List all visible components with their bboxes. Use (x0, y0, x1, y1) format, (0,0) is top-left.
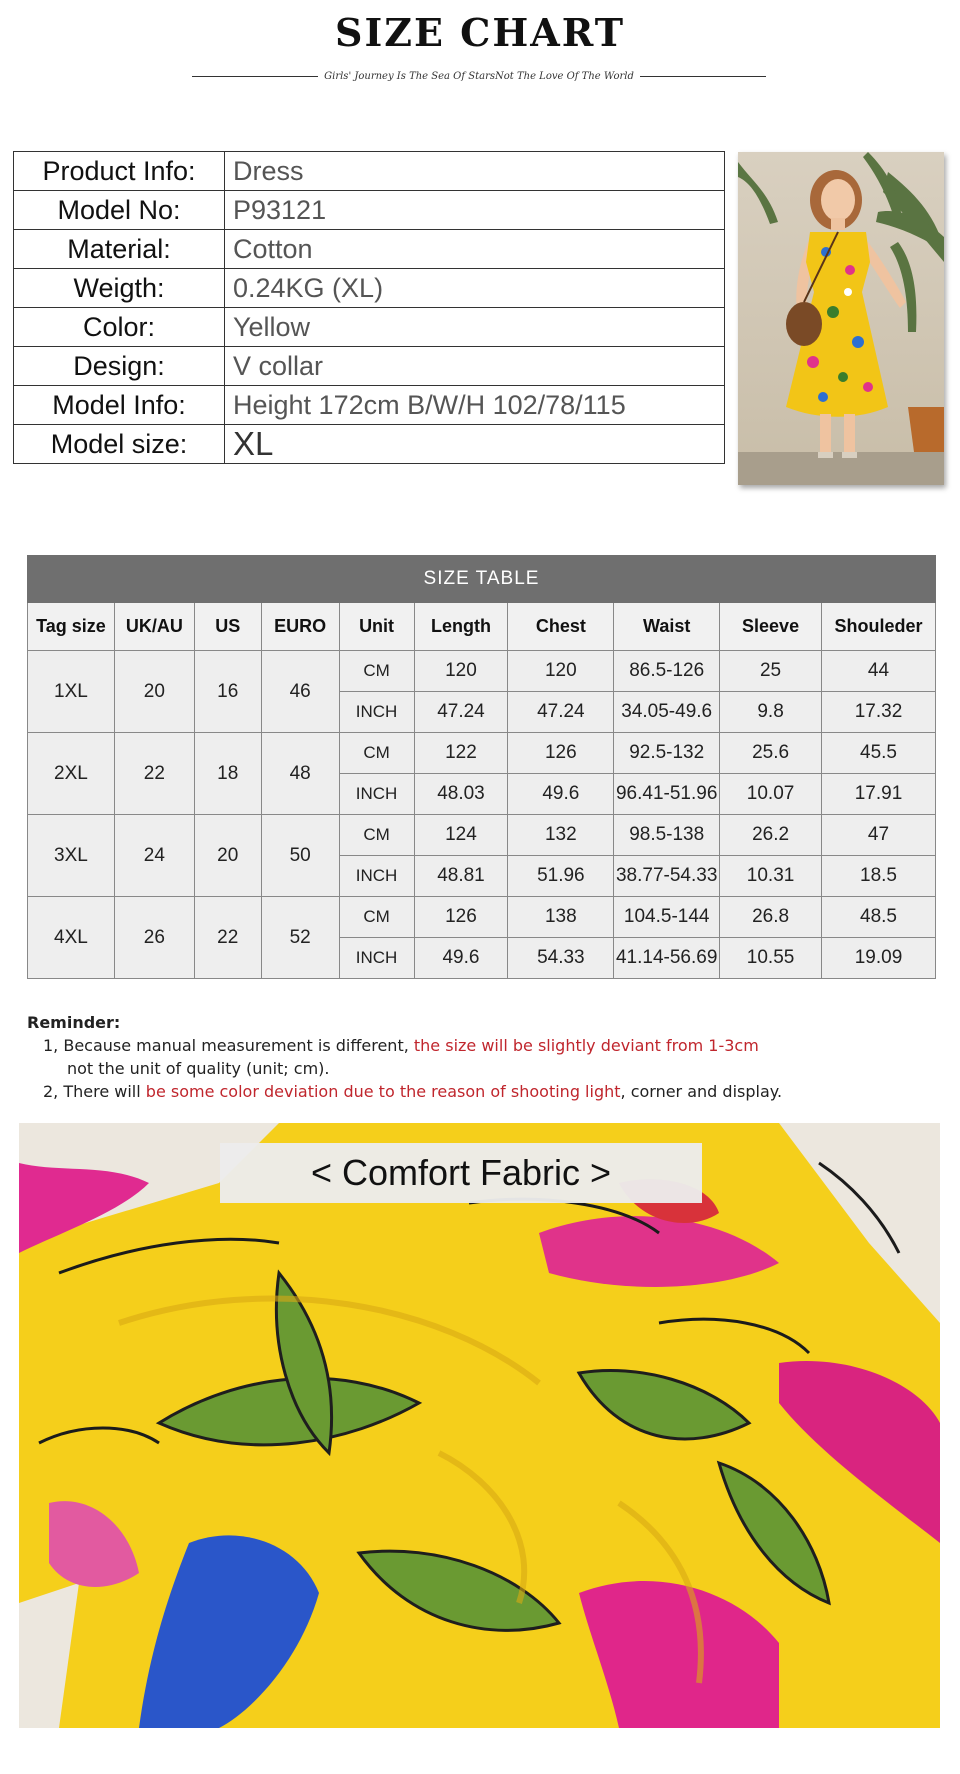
size-cell-measure: 49.6 (508, 774, 614, 815)
info-label: Color: (14, 308, 225, 347)
size-cell-unit: INCH (339, 774, 414, 815)
reminder-line-2-end: , corner and display. (620, 1082, 783, 1101)
tagline: Girls' Journey Is The Sea Of StarsNot The Love Of The World (324, 70, 634, 82)
info-value: XL (225, 425, 725, 464)
size-cell-measure: 17.91 (822, 774, 936, 815)
size-row (28, 897, 936, 938)
size-cell-unit: CM (339, 651, 414, 692)
size-cell-tag: 3XL (28, 815, 115, 897)
size-column-header: Waist (614, 603, 720, 651)
reminder-line-2-highlight: be some color deviation due to the reason of shooting light (145, 1082, 621, 1101)
size-cell-tag: 4XL (28, 897, 115, 979)
size-column-header: US (194, 603, 261, 651)
size-cell-measure: 26.8 (720, 897, 822, 938)
size-cell-measure: 10.55 (720, 938, 822, 979)
size-cell-measure: 132 (508, 815, 614, 856)
divider-line-right (640, 76, 766, 77)
size-column-header: Sleeve (720, 603, 822, 651)
info-value: V collar (225, 347, 725, 386)
size-cell-measure: 47.24 (508, 692, 614, 733)
info-value: P93121 (225, 191, 725, 230)
size-cell-measure: 48.03 (414, 774, 508, 815)
size-row (28, 815, 936, 856)
size-column-header: UK/AU (114, 603, 194, 651)
title-divider (192, 67, 766, 85)
size-cell-measure: 126 (414, 897, 508, 938)
size-cell-euro: 50 (261, 815, 339, 897)
reminder-heading: Reminder: (27, 1013, 121, 1032)
size-cell-measure: 120 (414, 651, 508, 692)
size-cell-measure: 26.2 (720, 815, 822, 856)
size-column-header: Shouleder (822, 603, 936, 651)
info-row (14, 386, 725, 425)
size-cell-unit: INCH (339, 856, 414, 897)
info-label: Design: (14, 347, 225, 386)
reminder-line-2-text: 2, There will (43, 1082, 146, 1101)
model-photo-illustration (738, 152, 944, 485)
size-cell-measure: 51.96 (508, 856, 614, 897)
reminder-line-2 (27, 1080, 927, 1103)
size-cell-uk: 20 (114, 651, 194, 733)
size-cell-measure: 41.14-56.69 (614, 938, 720, 979)
size-cell-measure: 19.09 (822, 938, 936, 979)
info-row (14, 230, 725, 269)
size-cell-measure: 47 (822, 815, 936, 856)
size-table-title: SIZE TABLE (28, 556, 936, 603)
size-cell-measure: 9.8 (720, 692, 822, 733)
size-cell-measure: 86.5-126 (614, 651, 720, 692)
size-cell-measure: 25 (720, 651, 822, 692)
size-column-header: Length (414, 603, 508, 651)
product-info-table (13, 151, 725, 464)
info-row (14, 191, 725, 230)
info-row (14, 347, 725, 386)
size-cell-tag: 2XL (28, 733, 115, 815)
size-column-header: Unit (339, 603, 414, 651)
reminder-line-1 (27, 1034, 927, 1057)
info-row (14, 308, 725, 347)
size-cell-uk: 24 (114, 815, 194, 897)
fabric-illustration (19, 1123, 940, 1728)
size-cell-measure: 138 (508, 897, 614, 938)
model-photo (738, 152, 944, 485)
size-cell-measure: 48.5 (822, 897, 936, 938)
size-cell-measure: 54.33 (508, 938, 614, 979)
size-row (28, 733, 936, 774)
size-cell-measure: 96.41-51.96 (614, 774, 720, 815)
size-cell-measure: 34.05-49.6 (614, 692, 720, 733)
size-cell-euro: 46 (261, 651, 339, 733)
size-cell-uk: 22 (114, 733, 194, 815)
size-cell-measure: 17.32 (822, 692, 936, 733)
reminder-line-1-cont: not the unit of quality (unit; cm). (67, 1059, 330, 1078)
size-cell-uk: 26 (114, 897, 194, 979)
size-cell-measure: 10.07 (720, 774, 822, 815)
fabric-closeup-image (19, 1123, 940, 1728)
info-value: 0.24KG (XL) (225, 269, 725, 308)
size-cell-us: 16 (194, 651, 261, 733)
reminder-section (27, 1011, 927, 1103)
size-cell-us: 18 (194, 733, 261, 815)
size-cell-measure: 92.5-132 (614, 733, 720, 774)
size-cell-us: 22 (194, 897, 261, 979)
size-cell-us: 20 (194, 815, 261, 897)
info-label: Model size: (14, 425, 225, 464)
page-title: SIZE CHART (335, 10, 625, 55)
size-cell-measure: 120 (508, 651, 614, 692)
info-row (14, 425, 725, 464)
info-label: Model Info: (14, 386, 225, 425)
info-row (14, 269, 725, 308)
reminder-line-1-highlight: the size will be slightly deviant from 1-3cm (413, 1036, 759, 1055)
size-cell-measure: 44 (822, 651, 936, 692)
comfort-fabric-banner: < Comfort Fabric > (220, 1143, 702, 1203)
size-cell-unit: CM (339, 733, 414, 774)
info-label: Material: (14, 230, 225, 269)
size-cell-measure: 45.5 (822, 733, 936, 774)
divider-line-left (192, 76, 318, 77)
size-cell-measure: 48.81 (414, 856, 508, 897)
info-value: Cotton (225, 230, 725, 269)
reminder-line-1-text: 1, Because manual measurement is different, (43, 1036, 414, 1055)
size-column-header: Tag size (28, 603, 115, 651)
size-cell-unit: CM (339, 897, 414, 938)
size-cell-tag: 1XL (28, 651, 115, 733)
size-cell-measure: 104.5-144 (614, 897, 720, 938)
size-cell-measure: 47.24 (414, 692, 508, 733)
size-cell-measure: 25.6 (720, 733, 822, 774)
size-cell-measure: 10.31 (720, 856, 822, 897)
size-cell-unit: INCH (339, 692, 414, 733)
info-value: Dress (225, 152, 725, 191)
size-cell-unit: INCH (339, 938, 414, 979)
size-cell-measure: 98.5-138 (614, 815, 720, 856)
size-cell-euro: 48 (261, 733, 339, 815)
size-cell-measure: 18.5 (822, 856, 936, 897)
size-cell-euro: 52 (261, 897, 339, 979)
size-column-header: EURO (261, 603, 339, 651)
size-cell-measure: 38.77-54.33 (614, 856, 720, 897)
info-value: Height 172cm B/W/H 102/78/115 (225, 386, 725, 425)
size-column-header: Chest (508, 603, 614, 651)
size-cell-measure: 126 (508, 733, 614, 774)
size-cell-measure: 49.6 (414, 938, 508, 979)
info-label: Product Info: (14, 152, 225, 191)
size-cell-measure: 124 (414, 815, 508, 856)
info-value: Yellow (225, 308, 725, 347)
size-row (28, 651, 936, 692)
info-row (14, 152, 725, 191)
info-label: Weigth: (14, 269, 225, 308)
size-cell-measure: 122 (414, 733, 508, 774)
size-cell-unit: CM (339, 815, 414, 856)
info-label: Model No: (14, 191, 225, 230)
size-table (27, 555, 936, 979)
